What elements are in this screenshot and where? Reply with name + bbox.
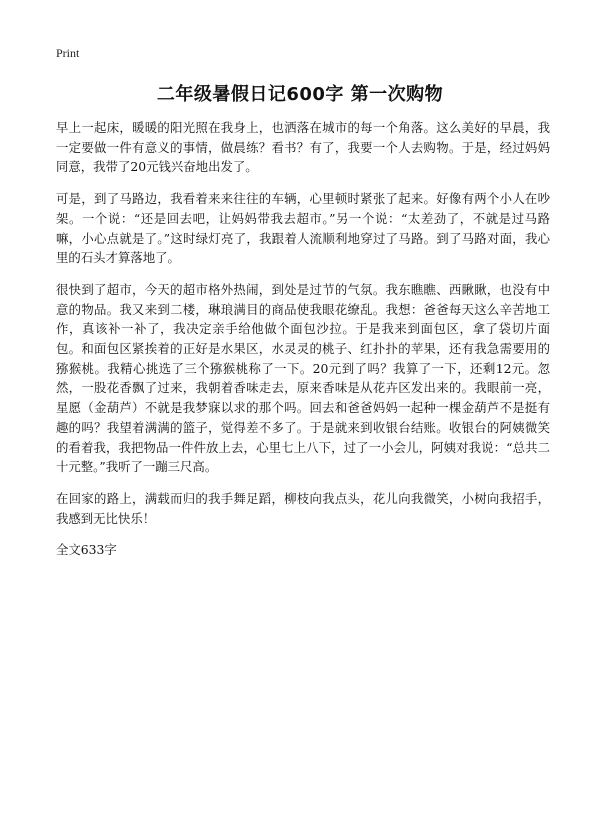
article-title: 二年级暑假日记600字 第一次购物	[156, 84, 444, 105]
print-link[interactable]: Print	[56, 46, 80, 60]
word-count: 全文633字	[56, 542, 117, 558]
paragraph: 在回家的路上，满载而归的我手舞足蹈，柳枝向我点头，花儿向我微笑，小树向我招手，我感到无比快乐！	[56, 490, 550, 526]
article-body	[56, 118, 550, 560]
paragraph: 可是，到了马路边，我看着来来往往的车辆，心里顿时紧张了起来。好像有两个小人在吵架。一个说：“还是回去吧，让妈妈带我去超市。”另一个说：“太差劲了，不就是过马路嘛，小心点就是了。”这时绿灯亮了，我跟着人流顺利地穿过了马路。到了马路对面，我心里的石头才算落地了。	[56, 191, 550, 266]
paragraph: 早上一起床，暖暖的阳光照在我身上，也洒落在城市的每一个角落。这么美好的早晨，我一定要做一件有意义的事情，做晨练？看书？有了，我要一个人去购物。于是，经过妈妈同意，我带了20元钱兴奋地出发了。	[56, 120, 550, 175]
paragraph: 很快到了超市，今天的超市格外热闹，到处是过节的气氛。我东瞧瞧、西瞅瞅，也没有中意的物品。我又来到二楼，琳琅满目的商品使我眼花缭乱。我想：爸爸每天这么辛苦地工作，真该补一补了，我决定亲手给他做个面包沙拉。于是我来到面包区，拿了袋切片面包。和面包区紧挨着的正好是水果区，水灵灵的桃子、红扑扑的苹果，还有我急需要用的猕猴桃。我精心挑选了三个猕猴桃称了一下。20元到了吗？我算了一下，还剩12元。忽然，一股花香飘了过来，我朝着香味走去，原来香味是从花卉区发出来的。我眼前一亮，星愿（金葫芦）不就是我梦寐以求的那个吗。回去和爸爸妈妈一起种一棵金葫芦不是挺有趣的吗？我望着满满的篮子，觉得差不多了。于是就来到收银台结账。收银台的阿姨微笑的看着我，我把物品一件件放上去，心里七上八下，过了一小会儿，阿姨对我说：“总共二十元整。”我听了一蹦三尺高。	[56, 281, 550, 475]
